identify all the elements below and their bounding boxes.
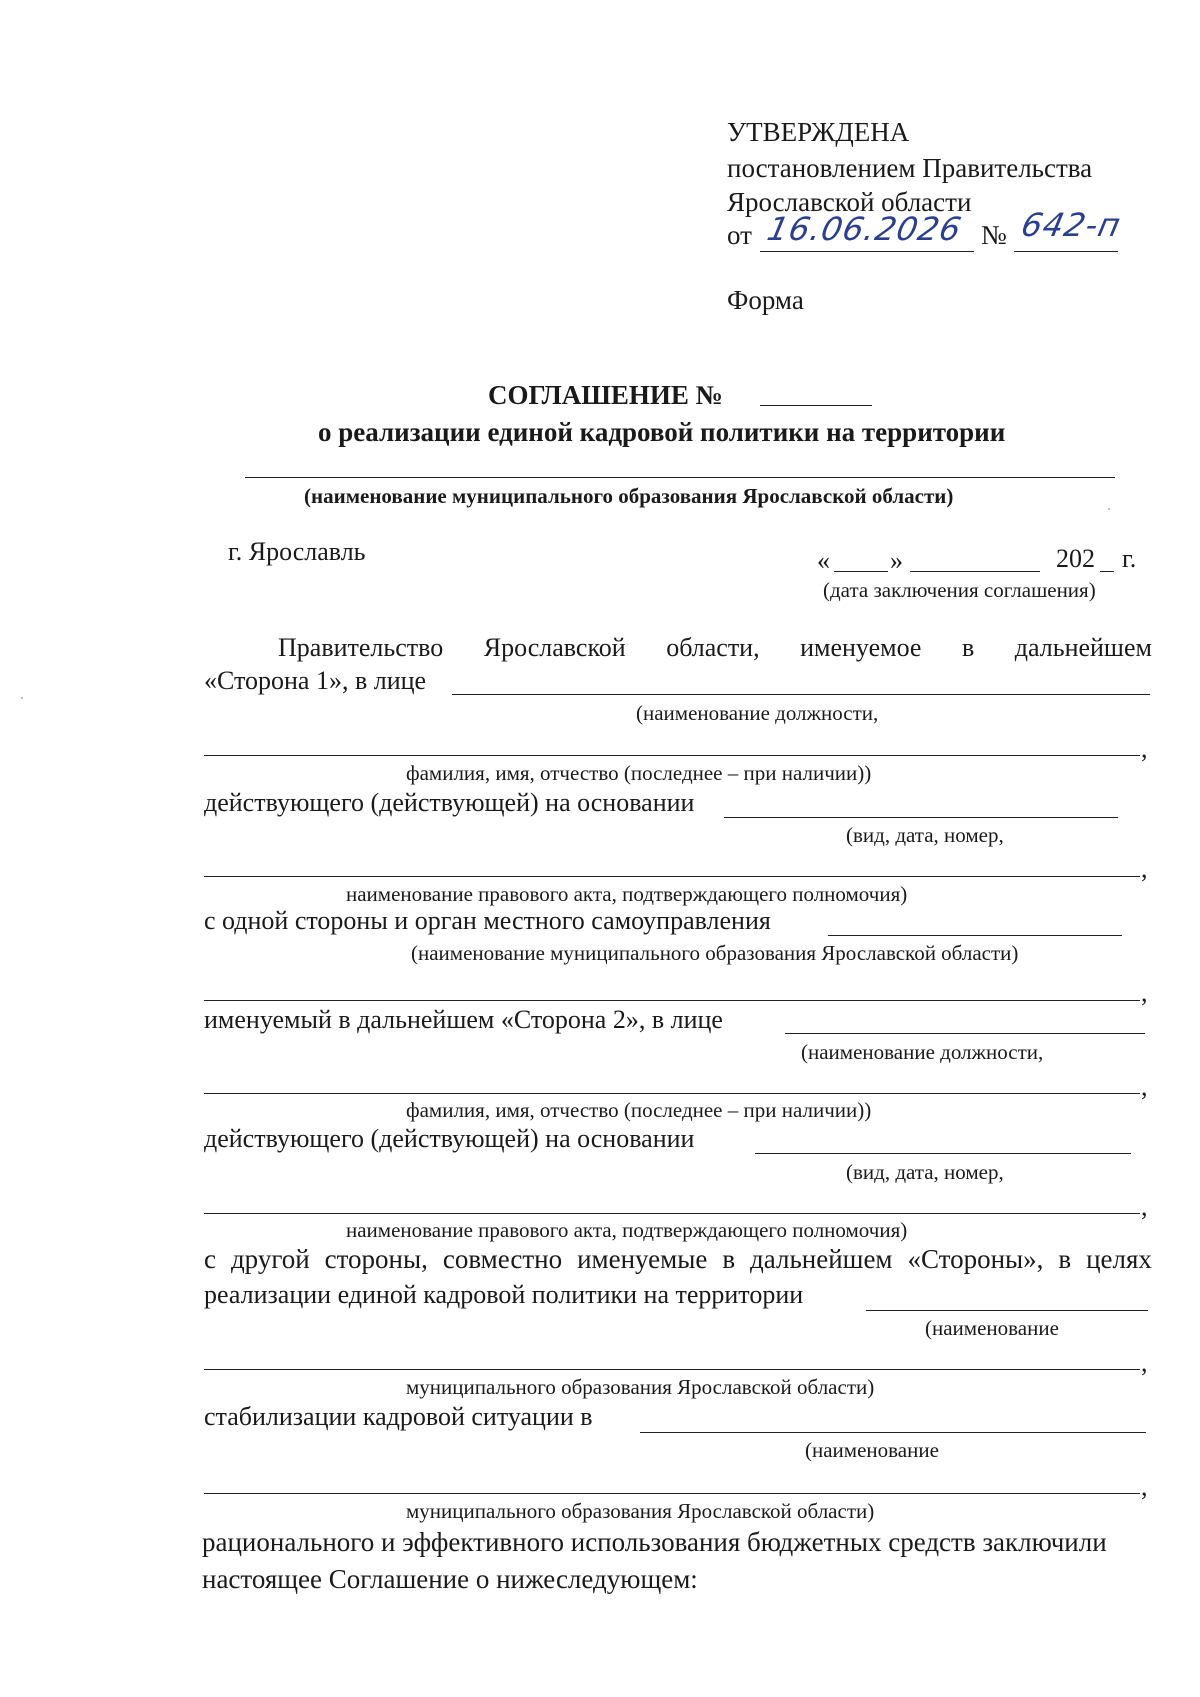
comma: , <box>1141 978 1148 1007</box>
policy-territory-line <box>866 1310 1148 1311</box>
word: совместно <box>442 1244 563 1274</box>
word: Правительство <box>278 633 444 662</box>
day-line <box>834 571 888 572</box>
date-underline <box>760 251 974 252</box>
municipality-line <box>245 477 1115 478</box>
municipality-caption: (наименование муниципального образования Ярославской области) <box>304 484 954 508</box>
side-2-label: именуемый в дальнейшем «Сторона 2», в лице <box>204 1005 723 1034</box>
word: дальнейшем <box>1014 633 1152 662</box>
month-line <box>910 571 1040 572</box>
acting-basis-1: действующего (действующей) на основании <box>204 788 695 817</box>
side-1-fio-line <box>204 755 1140 756</box>
word: стороны, <box>324 1244 428 1274</box>
comma: , <box>1141 734 1148 763</box>
year-suffix: г. <box>1122 544 1137 573</box>
word: Ярославской <box>483 633 626 662</box>
stabilization-text: стабилизации кадровой ситуации в <box>204 1402 593 1431</box>
approval-line-2: постановлением Правительства <box>727 153 1093 183</box>
word: в <box>1058 1244 1072 1274</box>
paragraph-1-line-1 <box>204 633 1152 663</box>
city: г. Ярославль <box>228 537 366 566</box>
policy-line: реализации единой кадровой политики на территории <box>204 1280 804 1309</box>
caption-act-1: наименование правового акта, подтверждающего полномочия) <box>346 882 908 906</box>
municipality-1-line <box>204 1000 1140 1001</box>
approval-line-3: Ярославской области <box>727 187 972 217</box>
side-one-line <box>828 935 1122 936</box>
caption-position-2: (наименование должности, <box>801 1040 1044 1064</box>
stabilization-line <box>640 1432 1146 1433</box>
side-one-text: с одной стороны и орган местного самоуправления <box>204 906 771 935</box>
rational-text: рационального и эффективного использования бюджетных средств заключили <box>202 1527 1107 1557</box>
agreement-number-line <box>760 405 872 406</box>
side-2-position-line <box>785 1033 1145 1034</box>
approval-title: УТВЕРЖДЕНА <box>727 117 910 147</box>
comma: , <box>1141 854 1148 883</box>
other-side-line <box>204 1243 1152 1275</box>
scan-speck <box>1108 508 1110 510</box>
caption-municipality-3: муниципального образования Ярославской области) <box>406 1499 875 1523</box>
word: дальнейшем <box>750 1244 893 1274</box>
territory-line-2 <box>204 1369 1140 1370</box>
caption-doc-1: (вид, дата, номер, <box>846 823 1004 847</box>
handwritten-number: 642-п <box>1017 206 1125 244</box>
approval-from-label: от <box>727 220 752 250</box>
scan-speck <box>21 697 23 699</box>
comma: , <box>1141 1072 1148 1101</box>
side-1-position-line <box>452 694 1150 695</box>
number-underline <box>1014 251 1118 252</box>
caption-doc-2: (вид, дата, номер, <box>846 1160 1004 1184</box>
word: с <box>204 1244 216 1274</box>
quote-open: « <box>817 546 830 575</box>
side-2-fio-line <box>204 1093 1140 1094</box>
word: другой <box>230 1244 310 1274</box>
caption-act-2: наименование правового акта, подтверждающего полномочия) <box>346 1218 908 1242</box>
act-1-line <box>204 876 1140 877</box>
acting-basis-2: действующего (действующей) на основании <box>204 1124 695 1153</box>
side-1-label: «Сторона 1», в лице <box>204 666 427 695</box>
caption-name-1: (наименование <box>925 1316 1059 1340</box>
caption-position-1: (наименование должности, <box>636 701 879 725</box>
acting-basis-2-line <box>755 1153 1131 1154</box>
agreement-subtitle: о реализации единой кадровой политики на территории <box>318 417 1006 447</box>
word: области, <box>666 633 760 662</box>
caption-fio-2: фамилия, имя, отчество (последнее – при наличии)) <box>406 1098 872 1122</box>
caption-fio-1: фамилия, имя, отчество (последнее – при наличии)) <box>406 761 872 785</box>
comma: , <box>1141 1348 1148 1377</box>
date-caption: (дата заключения соглашения) <box>823 578 1096 602</box>
year-line <box>1100 571 1114 572</box>
word: именуемые <box>577 1244 708 1274</box>
acting-basis-1-line <box>724 817 1118 818</box>
word: в <box>961 633 975 662</box>
stabilization-line-2 <box>204 1493 1140 1494</box>
year-prefix: 202 <box>1056 544 1095 573</box>
agreement-heading: СОГЛАШЕНИЕ № <box>488 380 723 410</box>
quote-close: » <box>890 546 903 575</box>
comma: , <box>1141 1192 1148 1221</box>
handwritten-date: 16.06.2026 <box>763 210 966 248</box>
word: «Стороны», <box>907 1244 1044 1274</box>
approval-number-label: № <box>981 220 1007 250</box>
caption-municipality-1: (наименование муниципального образования Ярославской области) <box>411 941 1019 965</box>
word: целях <box>1086 1244 1152 1274</box>
act-2-line <box>204 1213 1140 1214</box>
word: в <box>722 1244 736 1274</box>
caption-name-2: (наименование <box>805 1438 939 1462</box>
comma: , <box>1141 1472 1148 1501</box>
word: именуемое <box>800 633 922 662</box>
caption-municipality-2: муниципального образования Ярославской области) <box>406 1375 875 1399</box>
conclusion-text: настоящее Соглашение о нижеследующем: <box>202 1564 698 1594</box>
form-label: Форма <box>727 285 804 315</box>
